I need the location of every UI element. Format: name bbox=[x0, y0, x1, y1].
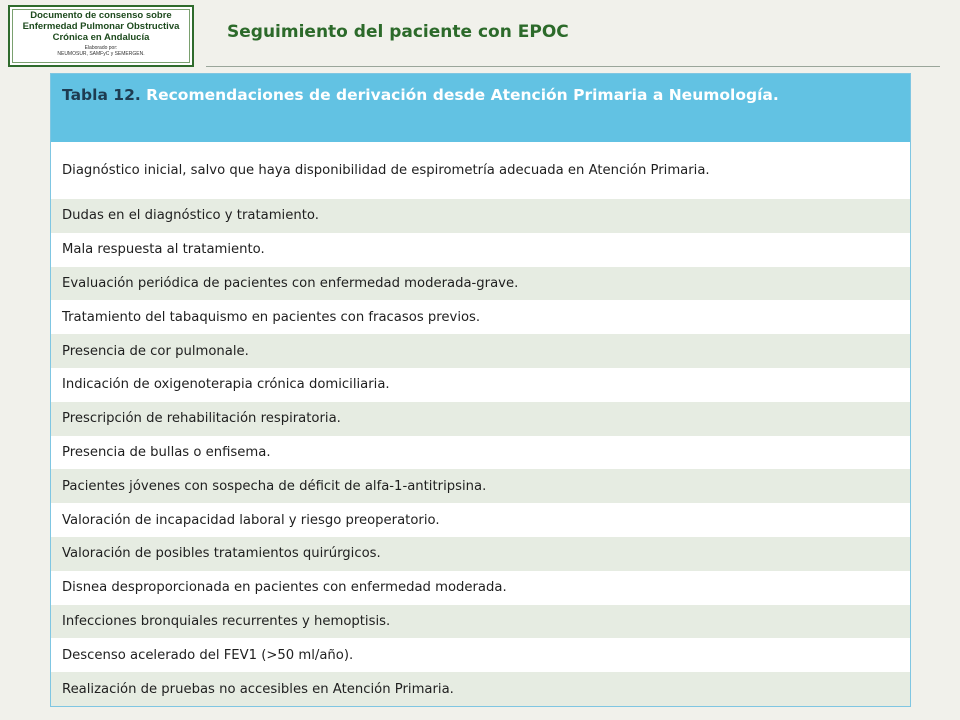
table-row-text: Prescripción de rehabilitación respiratoria. bbox=[62, 411, 341, 427]
table-number: Tabla 12. bbox=[62, 86, 141, 104]
table-row bbox=[51, 571, 910, 605]
table-row bbox=[51, 605, 910, 639]
logo-line-2: Enfermedad Pulmonar Obstructiva bbox=[22, 21, 180, 32]
table-row bbox=[51, 436, 910, 470]
table-header bbox=[51, 74, 910, 142]
table-row bbox=[51, 300, 910, 334]
table-row bbox=[51, 142, 910, 199]
table-body bbox=[51, 142, 910, 706]
table-row-text: Diagnóstico inicial, salvo que haya disponibilidad de espirometría adecuada en Atención Primaria. bbox=[62, 162, 710, 178]
title-divider bbox=[206, 66, 940, 67]
table-row-text: Mala respuesta al tratamiento. bbox=[62, 242, 265, 258]
table-row-text: Infecciones bronquiales recurrentes y hemoptisis. bbox=[62, 613, 391, 629]
table-row-text: Evaluación periódica de pacientes con enfermedad moderada-grave. bbox=[62, 275, 519, 291]
table-row-text: Indicación de oxigenoterapia crónica domiciliaria. bbox=[62, 377, 390, 393]
table-row-text: Dudas en el diagnóstico y tratamiento. bbox=[62, 208, 319, 224]
table-row bbox=[51, 672, 910, 706]
logo-credit-label: Elaborado por: bbox=[84, 45, 118, 51]
table-row bbox=[51, 638, 910, 672]
table-row-text: Pacientes jóvenes con sospecha de déficit de alfa-1-antitripsina. bbox=[62, 478, 487, 494]
table-row-text: Presencia de cor pulmonale. bbox=[62, 343, 249, 359]
table-row bbox=[51, 267, 910, 301]
table-row bbox=[51, 368, 910, 402]
logo-line-1: Documento de consenso sobre bbox=[30, 10, 172, 21]
referral-table bbox=[50, 73, 911, 707]
table-row-text: Disnea desproporcionada en pacientes con enfermedad moderada. bbox=[62, 580, 507, 596]
logo-credit-orgs: NEUMOSUR, SAMFyC y SEMERGEN. bbox=[57, 51, 145, 57]
table-title: Recomendaciones de derivación desde Atención Primaria a Neumología. bbox=[146, 86, 779, 104]
table-row-text: Realización de pruebas no accesibles en Atención Primaria. bbox=[62, 681, 454, 697]
table-row bbox=[51, 199, 910, 233]
consensus-logo bbox=[8, 5, 194, 67]
table-row-text: Descenso acelerado del FEV1 (>50 ml/año). bbox=[62, 647, 354, 663]
table-row-text: Tratamiento del tabaquismo en pacientes con fracasos previos. bbox=[62, 309, 481, 325]
table-row bbox=[51, 334, 910, 368]
table-row-text: Valoración de incapacidad laboral y riesgo preoperatorio. bbox=[62, 512, 440, 528]
table-row bbox=[51, 233, 910, 267]
table-row bbox=[51, 537, 910, 571]
table-row-text: Presencia de bullas o enfisema. bbox=[62, 444, 271, 460]
table-row-text: Valoración de posibles tratamientos quirúrgicos. bbox=[62, 546, 381, 562]
table-row bbox=[51, 469, 910, 503]
page-title: Seguimiento del paciente con EPOC bbox=[227, 22, 569, 42]
logo-line-3: Crónica en Andalucía bbox=[52, 32, 150, 43]
table-row bbox=[51, 503, 910, 537]
table-row bbox=[51, 402, 910, 436]
